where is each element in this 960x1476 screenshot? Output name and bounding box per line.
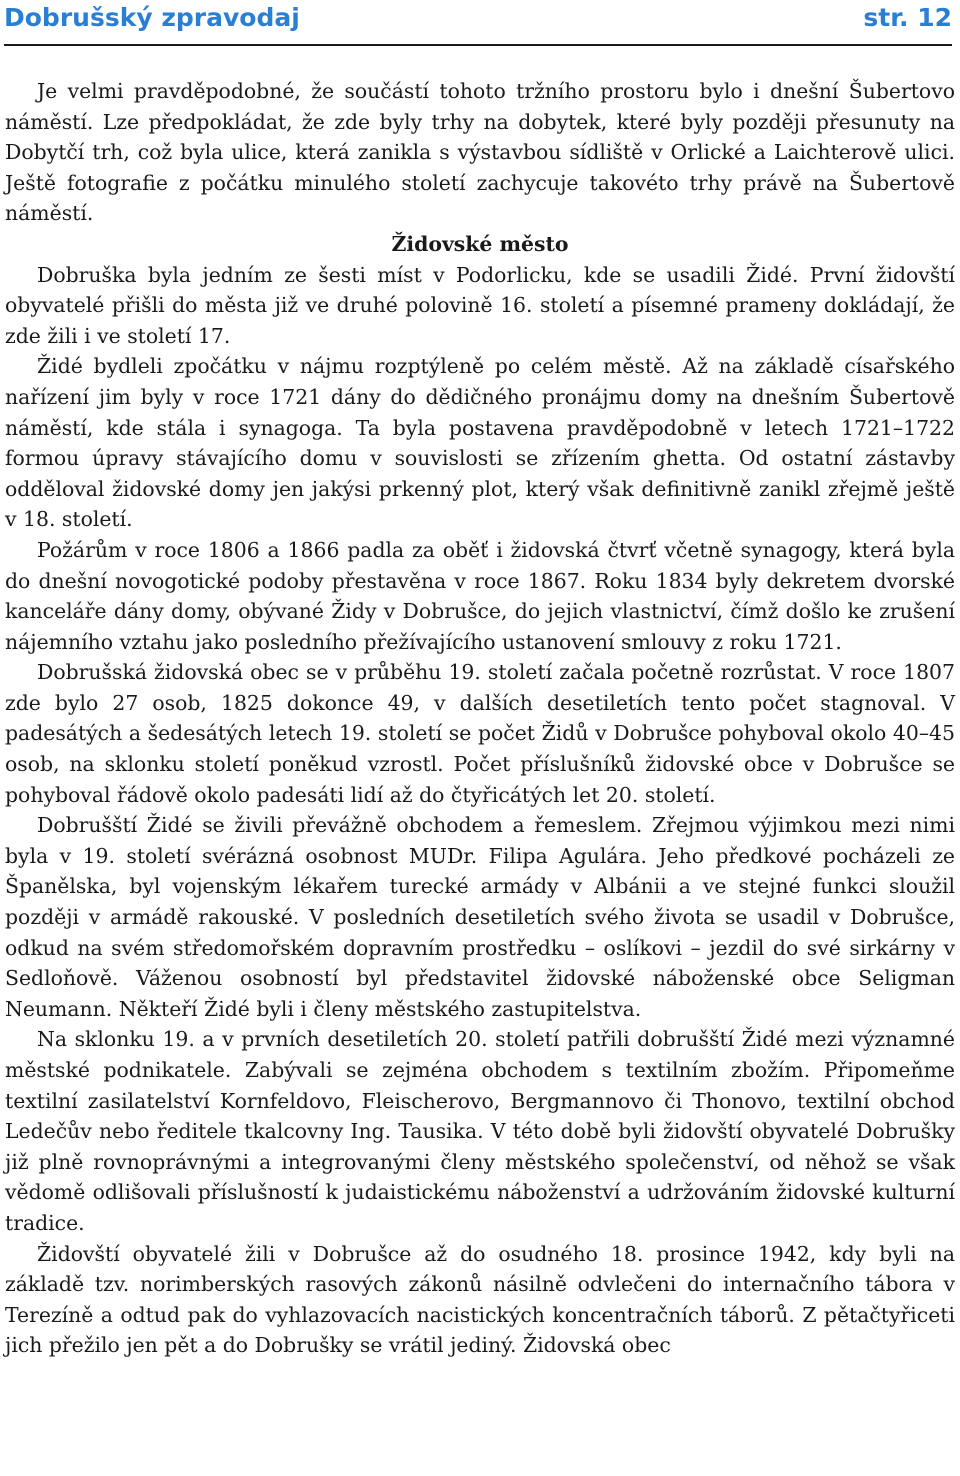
paragraph: Židovští obyvatelé žili v Dobrušce až do osudného 18. prosince 1942, kdy byli na základě tzv. norimberských rasových zákonů násilně odvlečeni do internačního tábora v Terezíně a odtud pak do vyhlazovacích nacistických koncentračních táborů. Z pětačtyřiceti jich přežilo jen pět a do Dobrušky se vrátil jediný. Židovská obec	[5, 1241, 955, 1358]
publication-title: Dobrušský zpravodaj	[4, 3, 300, 32]
paragraph: Dobruška byla jedním ze šesti míst v Podorlicku, kde se usadili Židé. První židovští obyvatelé přišli do města již ve druhé polovině 16. století a písemné prameny dokládají, že zde žili i ve století 17.	[5, 262, 955, 348]
intro-paragraph: Je velmi pravděpodobné, že součástí tohoto tržního prostoru bylo i dnešní Šubertovo náměstí. Lze předpokládat, že zde byly trhy na dobytek, které byly později přesunuty na Dobytčí trh, což byla ulice, která zanikla s výstavbou sídliště v Orlické a Laichterově ulici. Ještě fotografie z počátku minulého století zachycuje takovéto trhy právě na Šubertově náměstí.	[5, 79, 955, 226]
paragraph: Dobrušská židovská obec se v průběhu 19. století začala početně rozrůstat. V roce 1807 zde bylo 27 osob, 1825 dokonce 49, v dalších desetiletích tento počet stagnoval. V padesátých a šedesátých letech 19. století se počet Židů v Dobrušce pohyboval okolo 40–45 osob, na sklonku století poněkud vzrostl. Počet příslušníků židovské obce v Dobrušce se pohyboval řádově okolo padesáti lidí až do čtyřicátých let 20. století.	[5, 660, 955, 807]
page-header	[4, 0, 952, 46]
section-heading: Židovské město	[391, 231, 569, 256]
paragraph: Požárům v roce 1806 a 1866 padla za oběť i židovská čtvrť včetně synagogy, která byla do dnešní novogotické podoby přestavěna v roce 1867. Roku 1834 byly dekretem dvorské kanceláře dány domy, obývané Židy v Dobrušce, do jejich vlastnictví, čímž došlo ke zrušení nájemního vztahu jako posledního přežívajícího ustanovení smlouvy z roku 1721.	[5, 537, 955, 654]
page-number: str. 12	[863, 3, 952, 32]
paragraph: Dobrušští Židé se živili převážně obchodem a řemeslem. Zřejmou výjimkou mezi nimi byla v 19. století svérázná osobnost MUDr. Filipa Agulára. Jeho předkové pocházeli ze Španělska, byl vojenským lékařem turecké armády v Albánii a ve stejné funkci sloužil později v armádě rakouské. V posledních desetiletích svého života se usadil v Dobrušce, odkud na svém středomořském dopravním prostředku – oslíkovi – jezdil do své sirkárny v Sedloňově. Váženou osobností byl představitel židovské náboženské obce Seligman Neumann. Někteří Židé byli i členy městského zastupitelstva.	[5, 813, 955, 1021]
paragraph: Na sklonku 19. a v prvních desetiletích 20. století patřili dobrušští Židé mezi významné městské podnikatele. Zabývali se zejména obchodem s textilním zbožím. Připomeňme textilní zasilatelství Kornfeldovo, Fleischerovo, Bergmannovo či Thonovo, textilní obchod Ledečův nebo ředitele tkalcovny Ing. Tausika. V této době byli židovští obyvatelé Dobrušky již plně rovnoprávnými a integrovanými členy městského společenství, od něhož se však vědomě odlišovali příslušností k judaistickému náboženství a udržováním židovské kulturní tradice.	[5, 1027, 955, 1235]
paragraph: Židé bydleli zpočátku v nájmu rozptýleně po celém městě. Až na základě císařského nařízení jim byly v roce 1721 dány do dědičného pronájmu domy na dnešním Šubertově náměstí, kde stála i synagoga. Ta byla postavena pravděpodobně v letech 1721–1722 formou úpravy stávajícího domu v souvislosti se zřízením ghetta. Od ostatní zástavby odděloval židovské domy jen jakýsi prkenný plot, který však definitivně zanikl zřejmě ještě v 18. století.	[5, 354, 955, 532]
article-body	[5, 76, 955, 1361]
